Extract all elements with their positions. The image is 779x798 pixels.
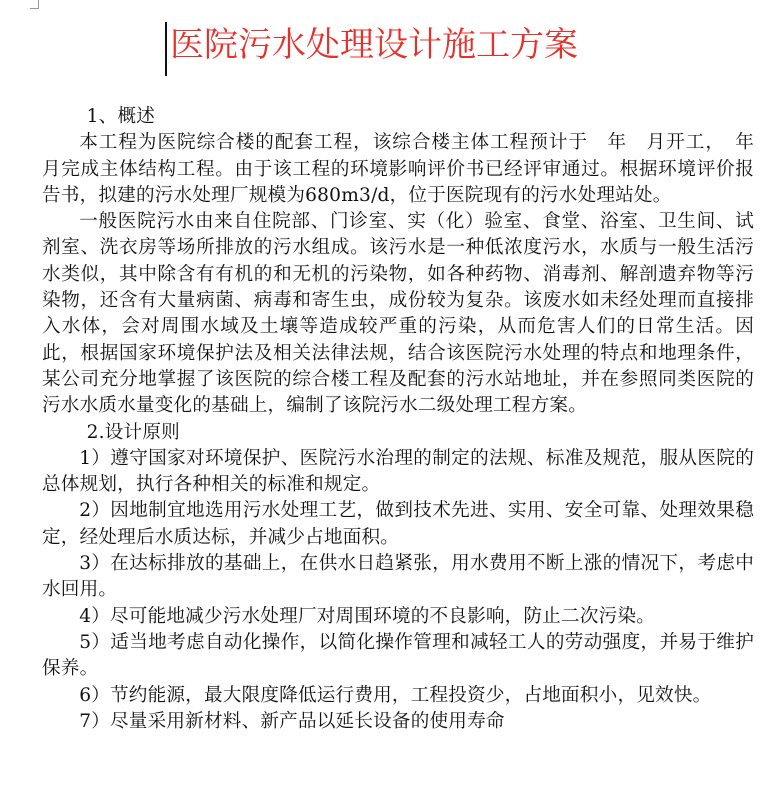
paragraph-project-intro: 本工程为医院综合楼的配套工程，该综合楼主体工程预计于 年 月开工， 年 月完成主体结构工程。由于该工程的环境影响评价书已经评审通过。根据环境评价报告书，拟建的污水处理厂规模为680m3/d，位于医院现有的污水处理站处。	[42, 132, 773, 206]
principle-item-6: 6）节约能源，最大限度降低运行费用，工程投资少，占地面积小，见效快。	[79, 684, 712, 706]
principle-item-3: 3）在达标排放的基础上，在供水日趋紧张，用水费用不断上涨的情况下，考虑中水回用。	[42, 553, 754, 601]
document-body	[42, 104, 773, 735]
section-heading-overview: 1、概述	[86, 106, 156, 127]
page-corner-mark	[30, 0, 39, 9]
principle-item-5: 5）适当地考虑自动化操作，以简化操作管理和减轻工人的劳动强度，并易于维护保养。	[42, 631, 754, 680]
principle-item-7: 7）尽量采用新材料、新产品以延长设备的使用寿命	[79, 710, 505, 732]
principle-item-4: 4）尽可能地减少污水处理厂对周围环境的不良影响，防止二次污染。	[79, 605, 656, 627]
text-cursor	[165, 22, 167, 76]
section-heading-design-principles: 2.设计原则	[86, 421, 180, 443]
principle-item-1: 1）遵守国家对环境保护、医院污水治理的制定的法规、标准及规范，服从医院的总体规划，执行各种相关的标准和规定。	[42, 447, 754, 496]
paragraph-wastewater-description: 一般医院污水由来自住院部、门诊室、实（化）验室、食堂、浴室、卫生间、试剂室、洗衣房等场所排放的污水组成。该污水是一种低浓度污水，水质与一般生活污水类似，其中除含有有机的和无机的污染物，如各种药物、消毒剂、解剖遗弃物等污染物，还含有大量病菌、病毒和寄生虫，成份较为复杂。该废水如未经处理而直接排入水体，会对周围水域及土壤等造成较严重的污染，从而危害人们的日常生活。因此，根据国家环境保护法及相关法律法规，结合该医院污水处理的特点和地理条件，某公司充分地掌握了该医院的综合楼工程及配套的污水站地址，并在参照同类医院的污水水质水量变化的基础上，编制了该院污水二级处理工程方案。	[42, 211, 754, 417]
document-title: 医院污水处理设计施工方案	[170, 25, 578, 65]
principle-item-2: 2）因地制宜地选用污水处理工艺，做到技术先进、实用、安全可靠、处理效果稳定，经处理后水质达标，并减少占地面积。	[42, 500, 754, 548]
